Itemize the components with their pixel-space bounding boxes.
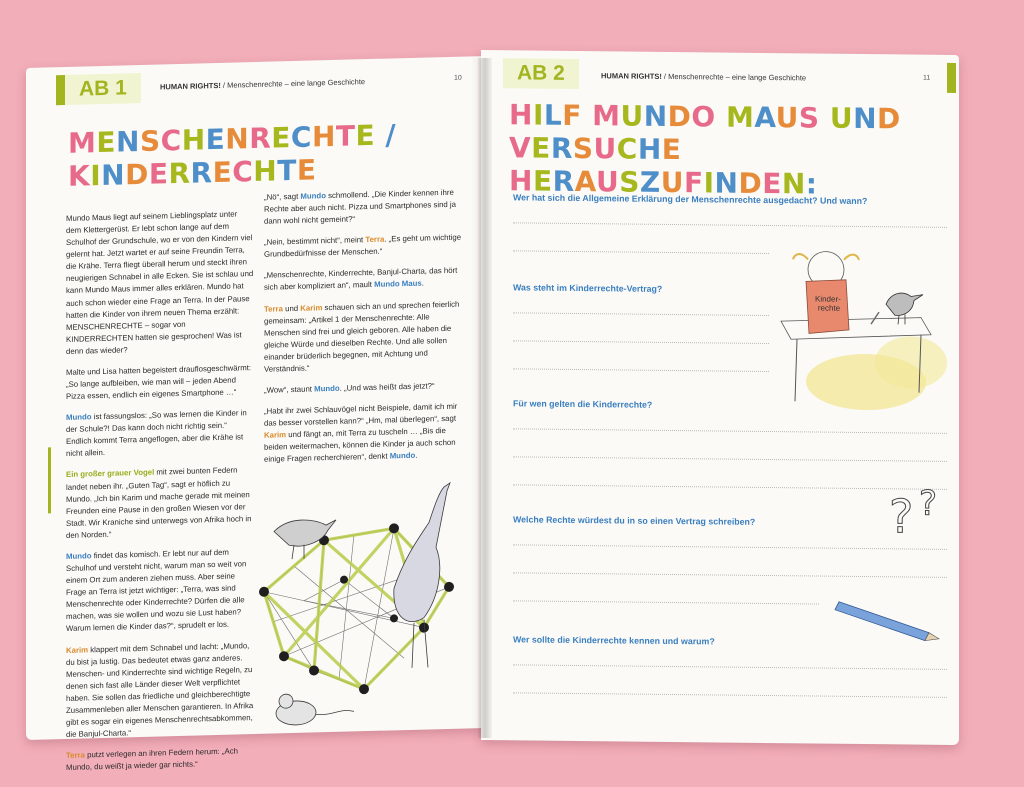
answer-line[interactable] [513,312,769,317]
climbing-frame-illustration [244,476,486,732]
running-head [601,71,806,82]
story-paragraph: Mundo Maus liegt auf seinem Lieblingsplatz unter dem Klettergerüst. Er lebt schon lange auf dem Schulhof der Grundschule, wo er von den Kindern viel gelernt hat. Jetzt wartet er auf seine Freundin Terra, die Krähe. Terra fliegt überall herum und steckt ihren neugierigen Schnabel in alle Ecken. Sie ist schlau und kann Mundo Maus immer alles erklären. Mundo hat auch schon wieder eine Frage an Terra. In der Pause hatten die Kinder von ihrem neuen Thema erzählt: MENSCHENRECHTE – sogar von KINDERRECHTEN hatten sie gesprochen! Was ist denn das wieder? [66,209,254,356]
question-4: Welche Rechte würdest du in so einen Vertrag schreiben? [513,514,756,527]
character-name: Mundo [314,383,340,394]
character-name: Mundo [66,551,92,561]
page-number: 10 [454,74,462,82]
story-text: . „Und was heißt das jetzt?“ [339,381,435,393]
story-paragraph [264,298,462,376]
tab-accent-bar [56,75,65,105]
story-text: . „Es geht um wichtige Grundbedürfnisse der Menschen.“ [264,232,462,260]
tab-accent-bar [947,63,956,93]
story-text: klappert mit dem Schnabel und lacht: „Mundo, du bist ja lustig. Das bedeutet etwas ganz anderes. Menschen- und Kinderrechte sind wichtige Regeln, zu denen sich fast alle Länder dieser Welt verpflichtet haben. Sie sollen das friedliche und gleichberechtigte Zusammenleben aller Menschen garantieren. In Afrika gibt es sogar ein eigenes Menschenrechtsabkommen, die Banjul-Charta.“ [66,640,254,739]
character-name: Terra [365,234,385,245]
story-paragraph [264,265,462,294]
character-name: Karim [66,644,89,655]
worksheet-tab-ab2 [503,58,579,89]
running-head-bold: HUMAN RIGHTS! [160,80,221,92]
question-1: Wer hat sich die Allgemeine Erklärung der Menschenrechte ausgedacht? Und wann? [513,192,868,207]
character-name: Terra [264,303,283,314]
story-paragraph: Malte und Lisa hatten begeistert drauflosgeschwärmt: „So lange aufbleiben, wie man will – jeden Abend Pizza essen, endlich ein eigenes Smartphone …“ [66,363,252,402]
story-paragraph [264,401,462,467]
svg-text:Kinder- rechte: Kinder- rechte [814,294,841,313]
character-name: Mundo Maus [374,279,422,290]
question-2: Was steht im Kinderrechte-Vertrag? [513,282,663,294]
story-text: findet das komisch. Er lebt nur auf dem Schulhof und versteht nicht, warum man so weit von einem Ort zum anderen ziehen muss. Aber seine Frage an Terra ist jetzt wichtiger: „Terra, was sind Menschenrechte oder Kinderrechte? Dürfen die alle machen, was sie wollen und wozu sie Lust haben? Warum lernen die Kinder das?“, sprudelt er los. [66,547,247,634]
answer-line[interactable] [513,692,947,699]
story-text: „Habt ihr zwei Schlauvögel nicht Beispiele, damit ich mir das besser vorstellen kann?“ „Hm, mal überlegen“, sagt [264,401,458,428]
story-paragraph [66,407,254,460]
paragraph-accent-line [48,447,51,513]
story-text: ist fassungslos: „So was lernen die Kinder in der Schule?! Das kann doch nicht richtig sein.“ Endlich kommt Terra angeflogen, aber die Krähe ist nicht allein. [66,408,247,459]
story-text: schmollend. „Die Kinder kennen ihre Rechte aber auch nicht. Pizza und Smartphones sind ja dann wohl nicht gemeint?“ [264,187,457,226]
character-name: Mundo [300,191,326,201]
answer-line[interactable] [513,340,769,345]
story-paragraph [66,546,254,635]
answer-line[interactable] [513,456,947,463]
question-5: Wer sollte die Kinderrechte kennen und warum? [513,634,715,647]
story-column-1 [66,208,254,783]
question-3: Für wen gelten die Kinderrechte? [513,398,653,410]
story-text: „Menschenrechte, Kinderrechte, Banjul-Charta, das hört sich aber kompliziert an“, mault [264,266,458,293]
worksheet-tab-label: AB 2 [517,61,565,85]
story-text: „Wow“, staunt [264,384,315,395]
question-marks-illustration [881,474,951,555]
story-text: . [415,451,418,461]
story-text: schauen sich an und sprechen feierlich gemeinsam: „Artikel 1 der Menschenrechte: Alle Menschen sind frei und gleich geboren. Alle haben die gleiche Würde und dieselben Rechte. Und alle sollen einander brüderlich begegnen, mit Achtung und Verständnis.“ [264,299,460,374]
worksheet-tab-ab1 [65,73,141,105]
story-paragraph [66,465,254,542]
running-head [160,77,365,91]
right-page [481,50,959,745]
character-name: Mundo [66,412,92,423]
reading-girl-illustration [771,241,951,413]
story-text: und fängt an, mit Terra zu tuscheln … „Bis die beiden weitermachen, können die Kinder ja auch schon einige Fragen recherchieren“, denkt [264,426,456,465]
open-booklet [26,48,960,773]
answer-line[interactable] [513,250,769,255]
pencil-illustration [831,594,941,645]
title-line-1: HILF MUNDO MAUS UND [509,98,901,136]
title-line-2: KINDERRECHTE [68,153,317,193]
book-spine [478,58,492,738]
story-text: und [282,303,301,313]
running-head-rest: / Menschenrechte – eine lange Geschichte [222,77,366,90]
character-name: Terra [66,750,85,761]
character-name: Karim [300,302,323,313]
page-number: 11 [923,74,931,82]
story-paragraph [66,640,254,742]
svg-text:?: ? [919,483,938,524]
title-line-1: MENSCHENRECHTE / [68,118,397,160]
answer-line[interactable] [513,222,947,229]
story-text: putzt verlegen an ihren Federn herum: „Ach Mundo, du weißt ja wieder gar nichts.“ [66,746,238,773]
page-title [509,98,959,202]
character-name: Karim [264,430,287,441]
story-paragraph [66,745,254,774]
story-text: „Nö“, sagt [264,191,301,202]
left-page [26,56,486,773]
answer-line[interactable] [513,664,947,671]
story-text: „Nein, bestimmt nicht“, meint [264,235,366,248]
story-column-2 [264,187,462,476]
svg-text:?: ? [889,489,914,544]
story-paragraph [264,187,462,228]
story-text: mit zwei bunten Federn landet neben ihr. „Guten Tag“, sagt er höflich zu Mundo. „Ich bin Karim und mache gerade mit meinen Freunden eine Pause in den großen Wiesen vor der Stadt. Wir Kraniche sind unterwegs von Afrika hoch in den Norden.“ [66,465,252,540]
page-title [68,118,396,193]
character-name: Mundo [389,451,416,461]
story-paragraph [264,380,462,397]
story-paragraph [264,232,462,261]
answer-line[interactable] [513,368,769,373]
story-text: . [421,279,424,289]
answer-line[interactable] [513,428,947,435]
title-line-2: VERSUCHE HERAUSZUFINDEN: [509,131,818,201]
answer-line[interactable] [513,600,819,605]
answer-line[interactable] [513,572,947,579]
character-name: Ein großer grauer Vogel [66,468,155,480]
running-head-rest: / Menschenrechte – eine lange Geschichte [663,71,807,83]
running-head-bold: HUMAN RIGHTS! [601,71,662,81]
worksheet-tab-label: AB 1 [79,76,127,101]
